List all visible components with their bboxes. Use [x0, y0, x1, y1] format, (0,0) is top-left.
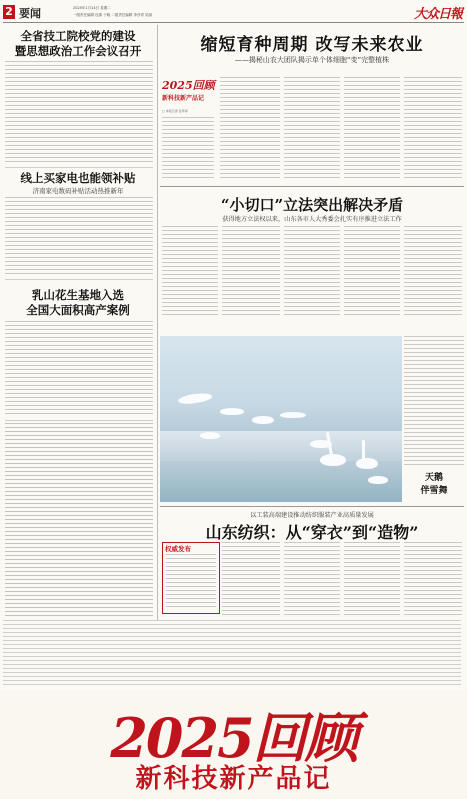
swan-shape — [178, 392, 213, 406]
textile-story — [160, 508, 464, 620]
swan-shape — [200, 432, 220, 439]
newspaper-logo: 大众日報 — [413, 7, 462, 22]
authority-release-box — [162, 542, 220, 614]
banner-subtitle: 新科技新产品记 — [135, 764, 332, 794]
story-heading-3: 乳山花生基地入选 — [32, 288, 124, 302]
photo-caption-sub: 伴雪舞 — [420, 486, 448, 496]
swan-shape — [320, 454, 346, 466]
textile-title: 山东纺织：从“穿衣”到“造物” — [205, 523, 419, 542]
edition-date: 2025年1月14日 星期二 — [73, 6, 111, 10]
top-story-subtitle: ——揭秘山农大团队揭示单个体细胞“变”完整植株 — [234, 56, 390, 64]
story-subheading-2: 济南家电数码补贴活动热推新年 — [32, 187, 124, 195]
swan-shape — [356, 458, 378, 469]
textile-kicker: 以工装高端建设推动纺织服装产业高质量发展 — [250, 512, 374, 519]
page-header — [3, 3, 464, 23]
story-heading-2: 线上买家电也能领补贴 — [20, 171, 136, 185]
top-story — [160, 25, 464, 185]
swan-shape — [252, 416, 274, 424]
story-heading-3b: 全国大面积高产案例 — [26, 303, 130, 317]
review-badge-subtitle: 新科技新产品记 — [162, 95, 205, 102]
story-heading-1: 全省技工院校党的建设 — [20, 29, 136, 43]
editor-line: 一版责任编辑 杜鹃 于晓 二版责任编辑 李彦青 吴丽 — [73, 13, 153, 17]
photo-caption — [404, 470, 464, 500]
swan-shape — [368, 476, 388, 484]
review-badge — [162, 77, 216, 107]
photo-caption-title: 天鹅 — [424, 473, 443, 483]
legislation-story — [160, 188, 464, 320]
top-story-title: 缩短育种周期 改写未来农业 — [200, 35, 424, 55]
review-banner — [0, 690, 467, 799]
top-story-byline: □ 本报记者 张环泽 — [162, 109, 188, 113]
left-column — [3, 25, 155, 620]
review-badge-year: 2025回顾 — [162, 79, 215, 92]
story-heading-1b: 暨思想政治工作会议召开 — [14, 44, 142, 58]
legislation-title: “小切口”立法突出解决矛盾 — [220, 196, 404, 214]
section-title: 要闻 — [19, 7, 41, 20]
page-number-box — [3, 5, 15, 19]
swan-photo — [160, 336, 402, 502]
authority-release-title: 权威发布 — [165, 545, 191, 553]
swan-shape — [280, 412, 306, 418]
legislation-subtitle: 获得地方立法权以来，山东各市人大秀委会扎实有序推进立法工作 — [222, 216, 402, 223]
page-number: 2 — [5, 5, 13, 18]
banner-year-title: 2025回顾 — [110, 706, 357, 770]
swan-shape — [220, 408, 244, 415]
